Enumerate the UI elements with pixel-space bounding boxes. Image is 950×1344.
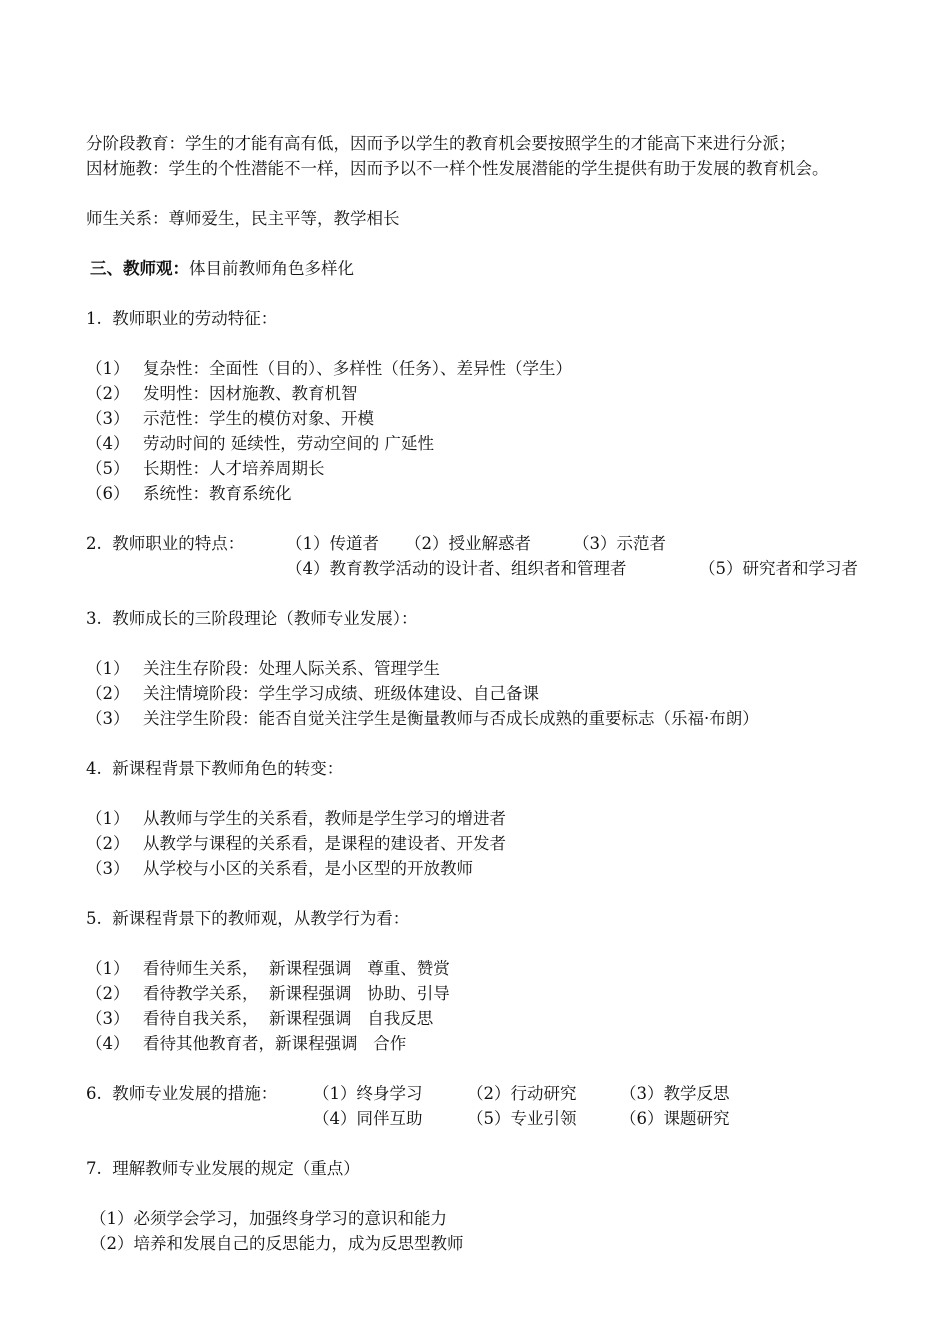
measure-label: （3）教学反思 <box>620 1084 730 1103</box>
trait-label: （4）教育教学活动的设计者、组织者和管理者 <box>286 559 627 578</box>
list-item <box>86 356 572 381</box>
list-item <box>86 806 506 831</box>
list-item-number: （2） <box>86 834 130 853</box>
list-item-number: （3） <box>86 859 130 878</box>
trait-label: （1）传道者 <box>286 534 379 553</box>
list-item-number: （4） <box>86 1034 130 1053</box>
list-item-number: （4） <box>86 434 130 453</box>
list-item <box>86 1006 434 1031</box>
list-item-number: （2） <box>86 684 130 703</box>
list-item-text: 系统性：教育系统化 <box>143 484 292 503</box>
list-item-text: 看待师生关系， 新课程强调 尊重、赞赏 <box>143 959 450 978</box>
list-item: （1）必须学会学习，加强终身学习的意识和能力 <box>90 1209 447 1228</box>
list-item-text: 看待教学关系， 新课程强调 协助、引导 <box>143 984 450 1003</box>
list-item-text: 劳动时间的 延续性，劳动空间的 广延性 <box>143 434 434 453</box>
list-item-text: 长期性：人才培养周期长 <box>143 459 325 478</box>
item-title: 5. 新课程背景下的教师观，从教学行为看： <box>86 909 410 928</box>
section-heading-label: 三、教师观： <box>90 259 189 278</box>
trait-label: （2）授业解惑者 <box>405 534 531 553</box>
list-item-number: （3） <box>86 1009 130 1028</box>
list-item-text: 示范性：学生的模仿对象、开模 <box>143 409 374 428</box>
list-item-number: （2） <box>86 384 130 403</box>
measure-label: （1）终身学习 <box>313 1084 423 1103</box>
list-item-number: （3） <box>86 709 130 728</box>
list-item-number: （1） <box>86 359 130 378</box>
list-item <box>86 856 473 881</box>
item-title: 3. 教师成长的三阶段理论（教师专业发展）： <box>86 609 418 628</box>
list-item-text: 关注情境阶段：学生学习成绩、班级体建设、自己备课 <box>143 684 539 703</box>
list-item <box>86 456 325 481</box>
intro-line: 因材施教：学生的个性潜能不一样，因而予以不一样个性发展潜能的学生提供有助于发展的教育机会。 <box>86 159 829 178</box>
list-item-number: （6） <box>86 484 130 503</box>
list-item-text: 关注生存阶段：处理人际关系、管理学生 <box>143 659 440 678</box>
list-item-text: 关注学生阶段：能否自觉关注学生是衡量教师与否成长成熟的重要标志（乐福·布朗） <box>143 709 759 728</box>
list-item: （2）培养和发展自己的反思能力，成为反思型教师 <box>90 1234 464 1253</box>
section-heading-text: 体目前教师角色多样化 <box>189 259 354 278</box>
list-item-text: 看待自我关系， 新课程强调 自我反思 <box>143 1009 434 1028</box>
measure-label: （2）行动研究 <box>467 1084 577 1103</box>
list-item-number: （2） <box>86 984 130 1003</box>
item-title: 4. 新课程背景下教师角色的转变： <box>86 759 344 778</box>
list-item-number: （1） <box>86 959 130 978</box>
list-item-text: 从教师与学生的关系看，教师是学生学习的增进者 <box>143 809 506 828</box>
list-item-number: （1） <box>86 809 130 828</box>
measure-label: （6）课题研究 <box>620 1109 730 1128</box>
list-item-number: （3） <box>86 409 130 428</box>
intro-line: 分阶段教育：学生的才能有高有低，因而予以学生的教育机会要按照学生的才能高下来进行分派； <box>86 134 796 153</box>
measure-label: （4）同伴互助 <box>313 1109 423 1128</box>
list-item-number: （5） <box>86 459 130 478</box>
item-title: 7. 理解教师专业发展的规定（重点） <box>86 1159 360 1178</box>
list-item-text: 发明性：因材施教、教育机智 <box>143 384 358 403</box>
list-item-text: 从学校与小区的关系看，是小区型的开放教师 <box>143 859 473 878</box>
item-title: 6. 教师专业发展的措施： <box>86 1084 278 1103</box>
trait-label: （5）研究者和学习者 <box>699 559 858 578</box>
list-item <box>86 956 450 981</box>
list-item <box>86 706 759 731</box>
measure-label: （5）专业引领 <box>467 1109 577 1128</box>
list-item-number: （1） <box>86 659 130 678</box>
list-item <box>86 831 506 856</box>
list-item <box>86 406 374 431</box>
list-item <box>86 481 292 506</box>
list-item <box>86 656 440 681</box>
list-item <box>86 381 358 406</box>
list-item-text: 看待其他教育者，新课程强调 合作 <box>143 1034 407 1053</box>
list-item <box>86 431 434 456</box>
list-item-text: 复杂性：全面性（目的）、多样性（任务）、差异性（学生） <box>143 359 572 378</box>
list-item <box>86 1031 407 1056</box>
item-title: 2. 教师职业的特点： <box>86 534 245 553</box>
trait-label: （3）示范者 <box>573 534 666 553</box>
list-item <box>86 981 450 1006</box>
item-title: 1. 教师职业的劳动特征： <box>86 309 278 328</box>
list-item-text: 从教学与课程的关系看，是课程的建设者、开发者 <box>143 834 506 853</box>
intro-line: 师生关系：尊师爱生，民主平等，教学相长 <box>86 209 400 228</box>
section-heading <box>90 256 354 281</box>
list-item <box>86 681 539 706</box>
